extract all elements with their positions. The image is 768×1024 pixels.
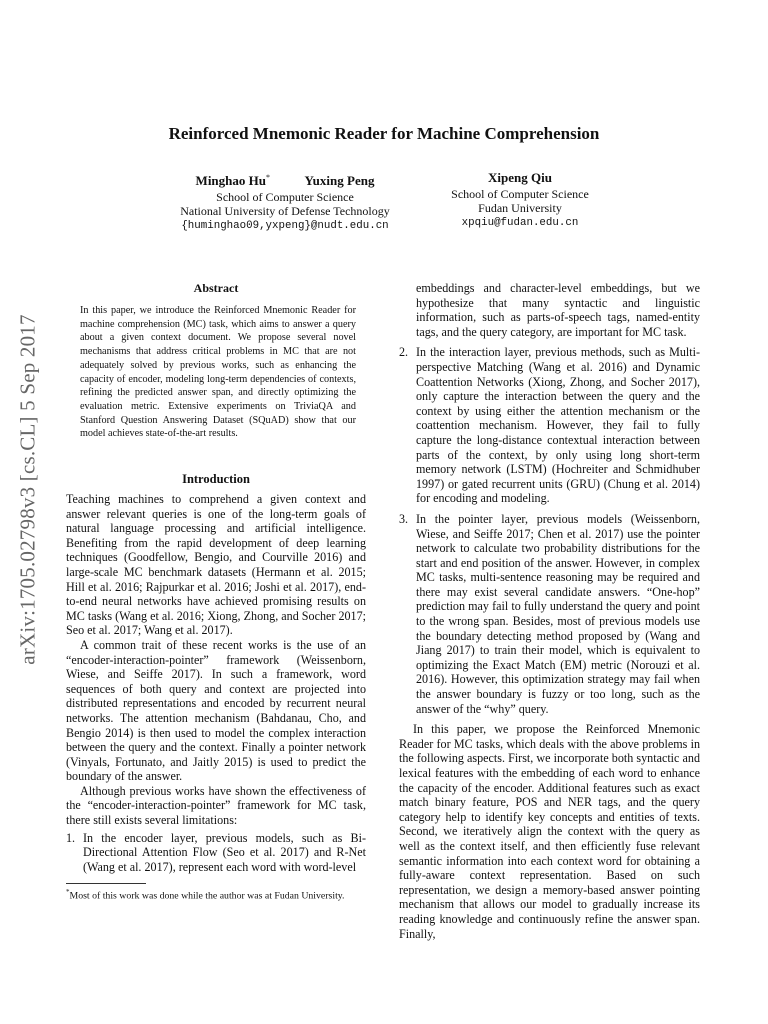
author-affiliation-qiu: School of Computer Science — [451, 186, 589, 201]
list-number: 1. — [66, 830, 76, 845]
footnote-text: Most of this work was done while the author was at Fudan University. — [69, 890, 345, 902]
list-item-text: In the encoder layer, previous models, such as Bi-Directional Attention Flow (Seo et al. 2017) and R-Net (Wang et al. 2017), represent each word with word-level — [83, 830, 366, 874]
abstract-heading: Abstract — [193, 281, 239, 295]
intro-paragraph-1: Teaching machines to comprehend a given context and answer relevant queries is one of the long-term goals of natural language processing and artificial intelligence. Benefiting from the rapid development of deep learning techniques (Goodfellow, Bengio, and Courville 2016) and large-scale MC benchmark datasets (Hermann et al. 2015; Hill et al. 2016; Rajpurkar et al. 2016; Joshi et al. 2017), end-to-end neural networks have achieved promising results on MC tasks (Wang et al. 2016; Xiong, Zhong, and Socher 2017; Seo et al. 2017; Wang et al. 2017). — [66, 492, 366, 638]
author-mark: * — [265, 173, 270, 182]
author-email: {huminghao09,yxpeng}@nudt.edu.cn — [181, 219, 389, 232]
list-item-text: In the pointer layer, previous models (Weissenborn, Wiese, and Seiffe 2017; Chen et al. 2017) use the pointer network to calculate two probability distributions for the start and end position of the answer. However, in complex MC tasks, multi-sentence reasoning may be required and there may exist several candidate answers. “One-hop” prediction may fail to fully understand the query and point to the wrong span. Besides, most of previous models use the boundary detecting method proposed by (Wang and Jiang 2017) to train their model, which is equivalent to optimizing the Exact Match (EM) metric (Norouzi et al. 2016). However, this optimization strategy may fail when the answer boundary is fuzzy or too long, such as the answer of the “why” query. — [416, 511, 700, 716]
left-column — [66, 492, 366, 874]
list-item-text: In the interaction layer, previous methods, such as Multi-perspective Matching (Wang et al. 2016) and Dynamic Coattention Networks (Xiong, Zhong, and Socher 2017), only capture the interaction between the query and the context by using either the attention mechanism or the coattention mechanism. However, they fail to fully capture the long-distance contextual interaction between parts of the context, by only using long short-term memory network (LSTM) (Hochreiter and Schmidhuber 1997) or gated recurrent units (GRU) (Chung et al. 2014) for encoding and modeling. — [416, 345, 700, 506]
abstract-body: In this paper, we introduce the Reinforced Mnemonic Reader for machine comprehension (MC) task, which aims to answer a query about a given context document. We propose several novel mechanisms that address critical problems in MC that are not adequately solved by previous works, such as enhancing the capacity of encoder, modeling long-term dependencies of contexts, refining the predicted answer span, and directly optimizing the evaluation metric. Extensive experiments on TriviaQA and Stanford Question Answering Dataset (SQuAD) show that our model achieves state-of-the-art results. — [80, 305, 356, 440]
list-number: 2. — [399, 345, 409, 360]
intro-paragraph-2: A common trait of these recent works is the use of an “encoder-interaction-pointer” framework (Weissenborn, Wiese, and Seiffe 2017). In such a framework, word sequences of both query and context are projected into distributed representations and encoded by recurrent neural networks. The attention mechanism (Bahdanau, Cho, and Bengio 2014) is then used to model the complex interaction between the query and the context. Finally a pointer network (Vinyals, Fortunato, and Jaitly 2015) is used to predict the boundary of the answer. — [66, 637, 366, 784]
right-paragraph: In this paper, we propose the Reinforced Mnemonic Reader for MC tasks, which deals with the above problems in the following aspects. First, we incorporate both syntactic and lexical features with the embedding of each word to enhance the capacity of the encoder. Additional features such as exact match binary feature, POS and NER tags, and the query category help to identify key concepts and entities of texts. Second, we iteratively align the context with the query as well as the context itself, and then efficiently fuse relevant semantic information into each context word for obtaining a fully-aware context representation. Based on such representation, we design a memory-based answer pointing mechanism that allows our model to gradually increase its reading knowledge and continuously refine the answer span. Finally, — [399, 722, 700, 941]
footnote-rule — [66, 883, 146, 884]
footnote — [66, 886, 366, 903]
author-email-qiu: xpqiu@fudan.edu.cn — [461, 216, 579, 229]
list-item-2 — [399, 345, 700, 506]
author-block-left — [145, 171, 425, 233]
list-number: 3. — [399, 511, 409, 526]
author-name-qiu: Xipeng Qiu — [488, 170, 552, 185]
list-item-1-continued — [399, 281, 700, 339]
list-item-text: embeddings and character-level embeddings, but we hypothesize that many syntactic and linguistic information, such as parts-of-speech tags, named-entity tags, and the query category, are important for MC task. — [416, 281, 700, 339]
list-item-1-start — [66, 831, 366, 875]
author-name-peng: Yuxing Peng — [304, 173, 375, 189]
intro-paragraph-3: Although previous works have shown the effectiveness of the “encoder-interaction-pointer” framework for MC task, there still exists several limitations: — [66, 783, 366, 828]
author-block-right — [430, 171, 610, 230]
author-name-hu: Minghao Hu* — [195, 173, 270, 189]
introduction-heading: Introduction — [182, 472, 250, 486]
arxiv-stamp — [14, 284, 42, 694]
author-institution-qiu: Fudan University — [478, 201, 562, 215]
paper-title: Reinforced Mnemonic Reader for Machine Comprehension — [168, 124, 600, 143]
author-affiliation: School of Computer Science — [216, 189, 354, 204]
author-names-left — [145, 171, 425, 189]
arxiv-id: arXiv:1705.02798v3 [cs.CL] 5 Sep 2017 — [15, 313, 40, 665]
author-institution: National University of Defense Technology — [180, 204, 390, 219]
footnote-mark: * — [66, 888, 70, 896]
right-column — [399, 281, 700, 941]
list-item-3 — [399, 512, 700, 716]
